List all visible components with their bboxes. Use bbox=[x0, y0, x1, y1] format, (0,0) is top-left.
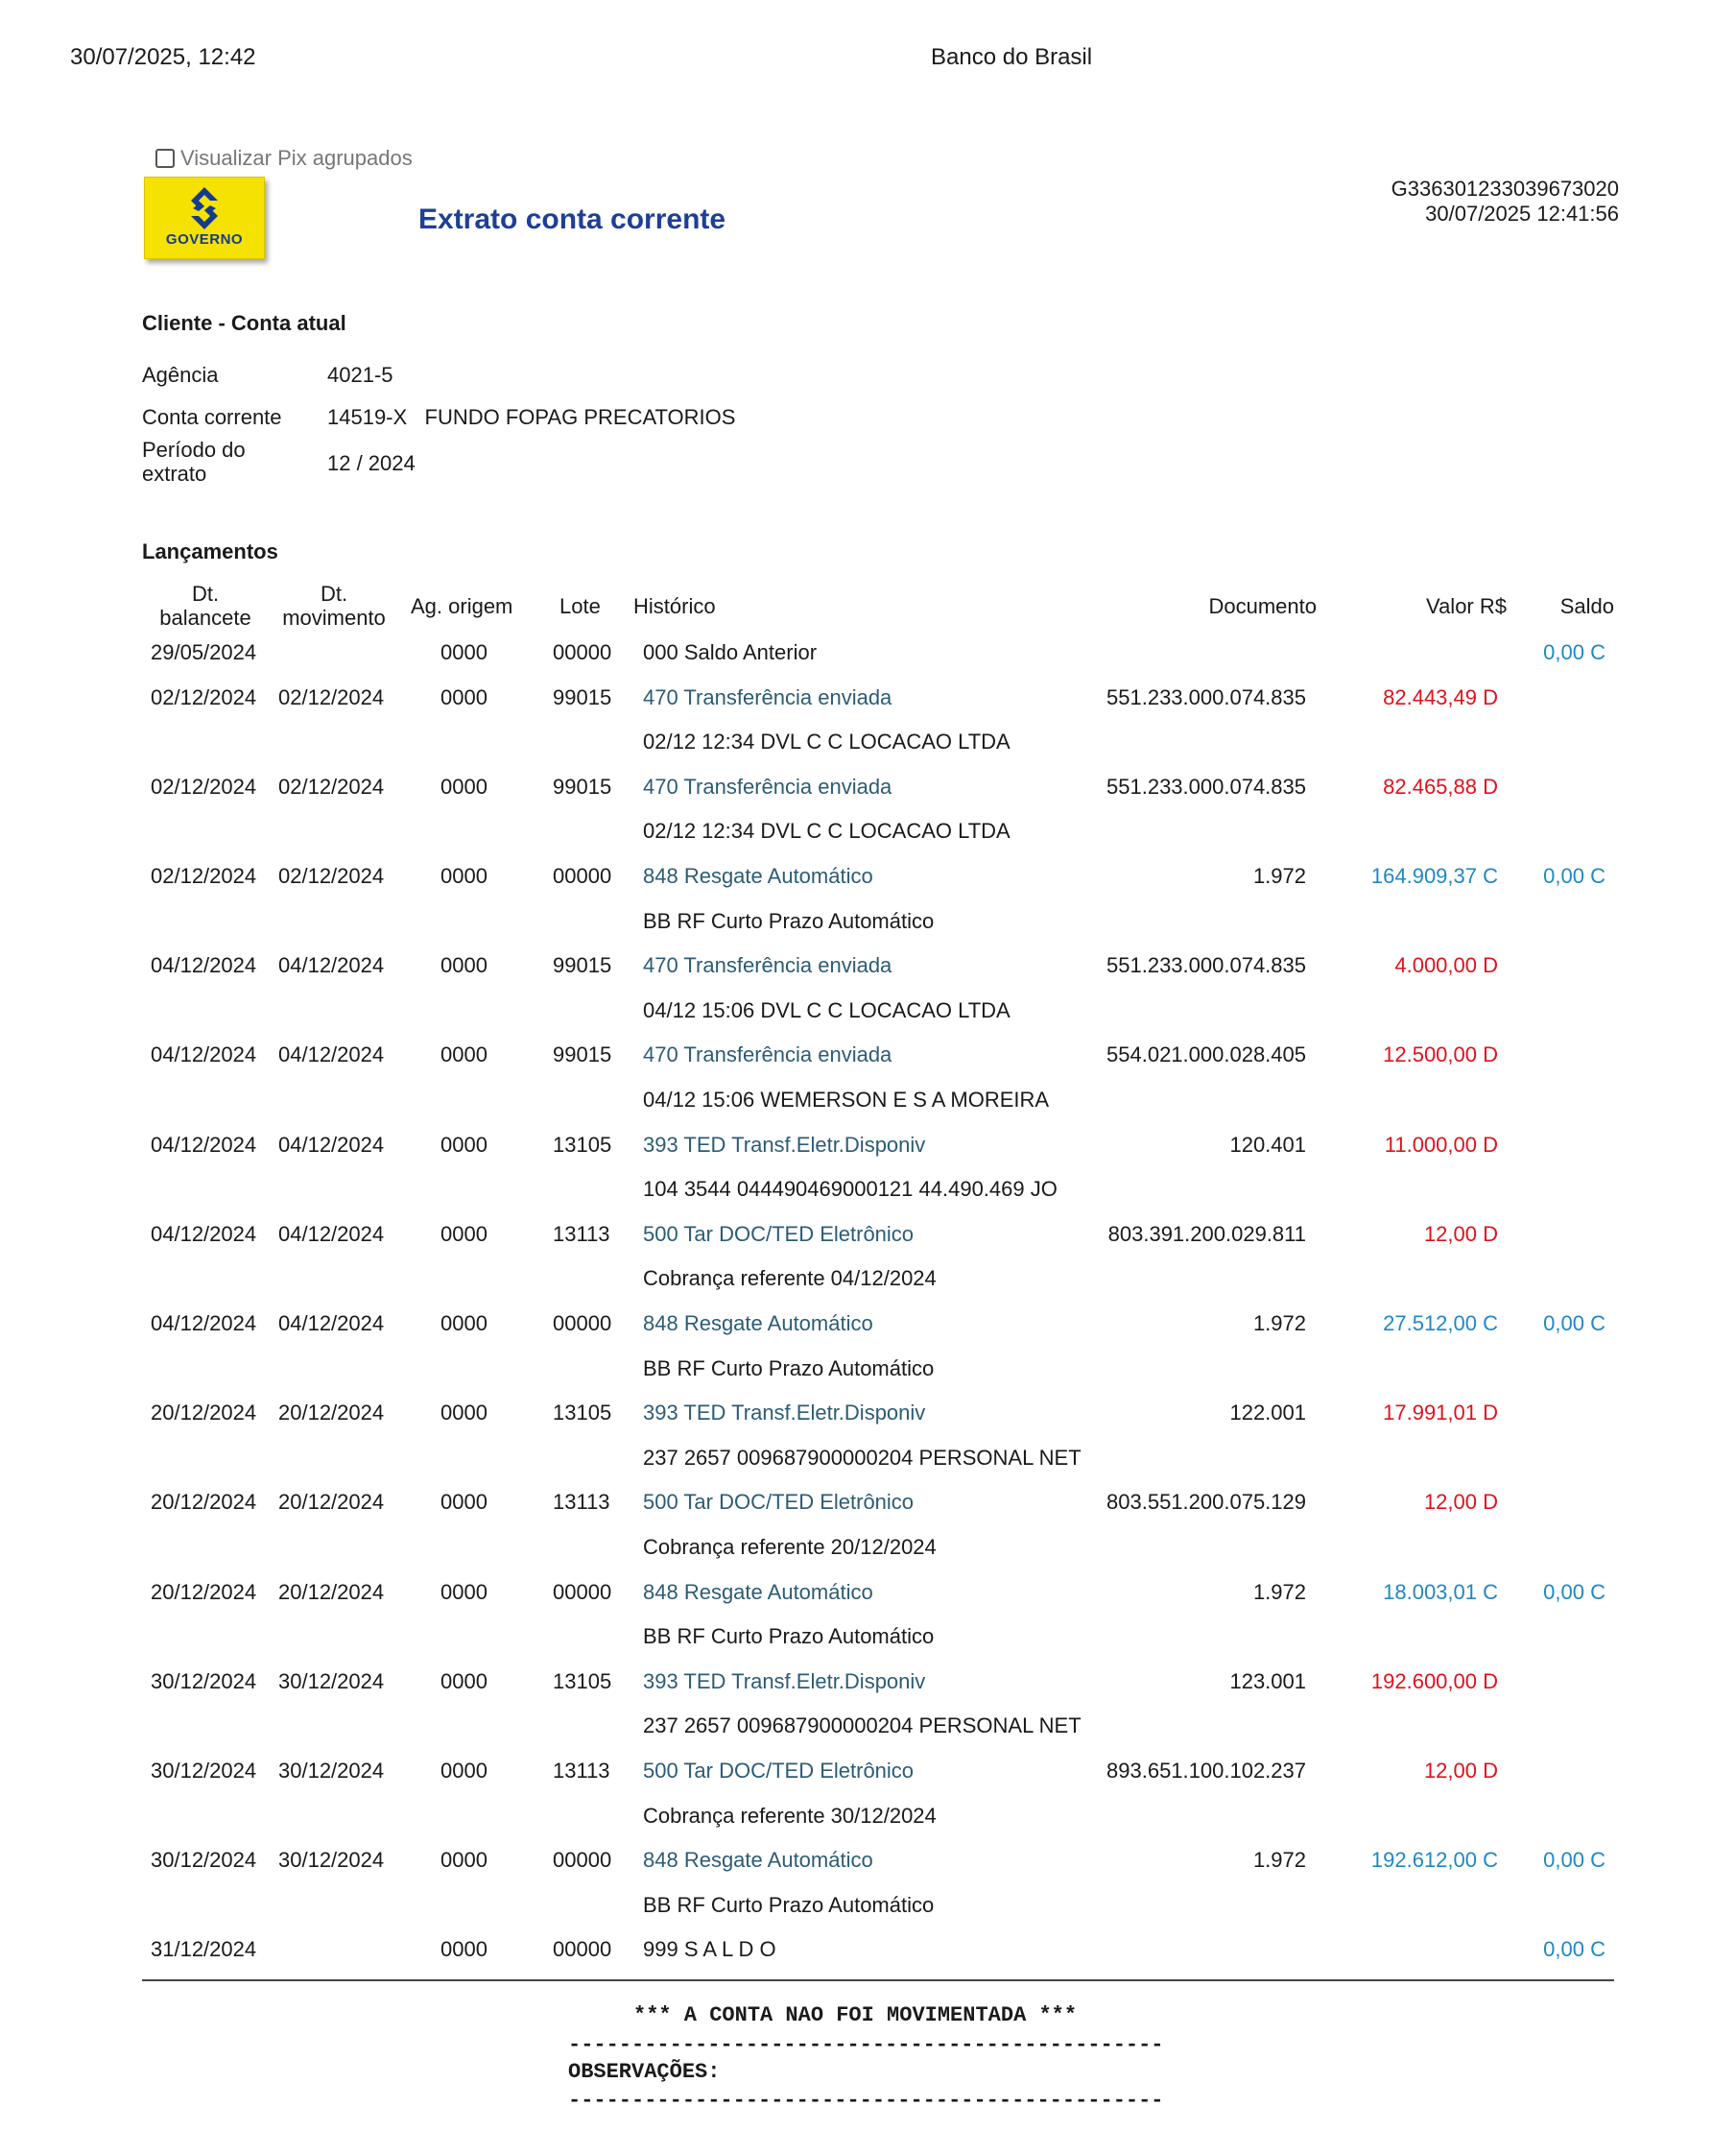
detail-text: 02/12 12:34 DVL C C LOCACAO LTDA bbox=[643, 819, 1011, 843]
ag-origem-cell: 0000 bbox=[440, 1669, 488, 1693]
transaction-row bbox=[0, 953, 1736, 986]
dt-movimento-cell: 02/12/2024 bbox=[278, 864, 385, 888]
transaction-row bbox=[0, 1580, 1736, 1613]
lote-cell: 00000 bbox=[553, 1937, 612, 1961]
col-header-documento: Documento bbox=[1208, 594, 1317, 618]
ag-origem-cell: 0000 bbox=[440, 1311, 488, 1335]
documento-cell: 551.233.000.074.835 bbox=[1106, 775, 1306, 799]
dt-balancete-cell: 20/12/2024 bbox=[151, 1580, 257, 1604]
no-movement-notice: *** A CONTA NAO FOI MOVIMENTADA *** bbox=[633, 2003, 1078, 2027]
historico-cell[interactable]: 470 Transferência enviada bbox=[643, 953, 892, 977]
ag-origem-cell: 0000 bbox=[440, 1848, 488, 1872]
document-code: G336301233039673020 bbox=[1391, 177, 1619, 201]
transaction-row bbox=[0, 1848, 1736, 1880]
detail-text: Cobrança referente 20/12/2024 bbox=[643, 1535, 937, 1559]
ag-origem-cell: 0000 bbox=[440, 640, 488, 664]
periodo-value: 12 / 2024 bbox=[327, 451, 416, 475]
lote-cell: 13105 bbox=[553, 1133, 612, 1157]
transaction-row bbox=[0, 1490, 1736, 1522]
col-header-valor: Valor R$ bbox=[1426, 594, 1507, 618]
documento-cell: 120.401 bbox=[1229, 1133, 1306, 1157]
documento-cell: 1.972 bbox=[1252, 1580, 1306, 1604]
documento-cell: 551.233.000.074.835 bbox=[1106, 685, 1306, 709]
pix-grouped-label: Visualizar Pix agrupados bbox=[180, 146, 413, 170]
dt-movimento-cell: 04/12/2024 bbox=[278, 1222, 385, 1246]
observacoes-label: OBSERVAÇÕES: bbox=[568, 2060, 721, 2084]
ag-origem-cell: 0000 bbox=[440, 1937, 488, 1961]
transaction-detail-row bbox=[0, 909, 1736, 942]
logo-governo-text: GOVERNO bbox=[165, 231, 244, 248]
valor-cell: 192.600,00 D bbox=[1370, 1669, 1498, 1693]
documento-cell: 1.972 bbox=[1252, 1311, 1306, 1335]
valor-cell: 82.443,49 D bbox=[1383, 685, 1498, 709]
valor-cell: 18.003,01 C bbox=[1383, 1580, 1498, 1604]
dt-movimento-cell: 20/12/2024 bbox=[278, 1490, 385, 1514]
documento-cell: 122.001 bbox=[1229, 1401, 1306, 1425]
dt-movimento-cell: 04/12/2024 bbox=[278, 953, 385, 977]
ag-origem-cell: 0000 bbox=[440, 864, 488, 888]
valor-cell: 17.991,01 D bbox=[1383, 1401, 1498, 1425]
documento-cell: 803.551.200.075.129 bbox=[1106, 1490, 1306, 1514]
detail-text: 04/12 15:06 DVL C C LOCACAO LTDA bbox=[643, 998, 1011, 1022]
detail-text: BB RF Curto Prazo Automático bbox=[643, 1624, 935, 1648]
transaction-detail-row bbox=[0, 1446, 1736, 1478]
ag-origem-cell: 0000 bbox=[440, 685, 488, 709]
historico-cell[interactable]: 848 Resgate Automático bbox=[643, 1580, 873, 1604]
dt-movimento-cell: 30/12/2024 bbox=[278, 1669, 385, 1693]
transaction-detail-row bbox=[0, 1535, 1736, 1568]
transaction-detail-row bbox=[0, 1713, 1736, 1746]
lote-cell: 00000 bbox=[553, 640, 612, 664]
ag-origem-cell: 0000 bbox=[440, 953, 488, 977]
lote-cell: 99015 bbox=[553, 775, 612, 799]
transaction-row bbox=[0, 1937, 1736, 1970]
detail-text: 237 2657 009687900000204 PERSONAL NET bbox=[643, 1446, 1082, 1470]
transaction-row bbox=[0, 1042, 1736, 1075]
lote-cell: 00000 bbox=[553, 1580, 612, 1604]
ag-origem-cell: 0000 bbox=[440, 1759, 488, 1783]
documento-cell: 123.001 bbox=[1229, 1669, 1306, 1693]
valor-cell: 12,00 D bbox=[1423, 1759, 1498, 1783]
documento-cell: 1.972 bbox=[1252, 1848, 1306, 1872]
dt-movimento-cell: 02/12/2024 bbox=[278, 685, 385, 709]
dt-balancete-cell: 30/12/2024 bbox=[151, 1848, 257, 1872]
periodo-label bbox=[142, 438, 246, 486]
transaction-row bbox=[0, 685, 1736, 718]
lancamentos-section-title: Lançamentos bbox=[142, 539, 278, 563]
valor-cell: 4.000,00 D bbox=[1394, 953, 1498, 977]
transaction-detail-row bbox=[0, 730, 1736, 762]
valor-cell: 12.500,00 D bbox=[1383, 1042, 1498, 1066]
detail-text: Cobrança referente 30/12/2024 bbox=[643, 1804, 937, 1828]
dt-balancete-cell: 30/12/2024 bbox=[151, 1669, 257, 1693]
dt-balancete-cell: 02/12/2024 bbox=[151, 864, 257, 888]
conta-value: 14519-X FUNDO FOPAG PRECATORIOS bbox=[327, 405, 736, 429]
transaction-detail-row bbox=[0, 1266, 1736, 1299]
transaction-detail-row bbox=[0, 1893, 1736, 1926]
transaction-detail-row bbox=[0, 998, 1736, 1031]
saldo-cell: 0,00 C bbox=[1543, 640, 1605, 664]
transaction-row bbox=[0, 1401, 1736, 1433]
saldo-cell: 0,00 C bbox=[1543, 1937, 1605, 1961]
dt-movimento-cell: 04/12/2024 bbox=[278, 1042, 385, 1066]
lote-cell: 13113 bbox=[553, 1490, 610, 1514]
dt-balancete-cell: 04/12/2024 bbox=[151, 1311, 257, 1335]
page-title: Extrato conta corrente bbox=[418, 204, 726, 235]
document-code-block bbox=[1391, 177, 1619, 227]
historico-cell[interactable]: 500 Tar DOC/TED Eletrônico bbox=[643, 1490, 915, 1514]
lote-cell: 13113 bbox=[553, 1759, 610, 1783]
detail-text: 104 3544 044490469000121 44.490.469 JO bbox=[643, 1177, 1058, 1201]
historico-cell: 999 S A L D O bbox=[643, 1937, 776, 1961]
historico-cell[interactable]: 393 TED Transf.Eletr.Disponiv bbox=[643, 1669, 926, 1693]
historico-cell: 000 Saldo Anterior bbox=[643, 640, 818, 664]
transaction-row bbox=[0, 775, 1736, 807]
historico-cell[interactable]: 848 Resgate Automático bbox=[643, 1848, 873, 1872]
valor-cell: 82.465,88 D bbox=[1383, 775, 1498, 799]
transaction-row bbox=[0, 1311, 1736, 1344]
periodo-label-line2: extrato bbox=[142, 462, 207, 486]
saldo-cell: 0,00 C bbox=[1543, 1580, 1605, 1604]
dt-balancete-cell: 02/12/2024 bbox=[151, 685, 257, 709]
document-datetime: 30/07/2025 12:41:56 bbox=[1425, 202, 1619, 226]
dt-balancete-cell: 04/12/2024 bbox=[151, 1222, 257, 1246]
historico-cell[interactable]: 500 Tar DOC/TED Eletrônico bbox=[643, 1759, 915, 1783]
client-section-title: Cliente - Conta atual bbox=[142, 311, 346, 335]
dt-balancete-cell: 02/12/2024 bbox=[151, 775, 257, 799]
lote-cell: 00000 bbox=[553, 1848, 612, 1872]
documento-cell: 1.972 bbox=[1252, 864, 1306, 888]
valor-cell: 12,00 D bbox=[1423, 1490, 1498, 1514]
detail-text: Cobrança referente 04/12/2024 bbox=[643, 1266, 937, 1290]
pix-grouped-toggle[interactable] bbox=[155, 146, 413, 171]
transaction-detail-row bbox=[0, 1624, 1736, 1657]
col-header-historico: Histórico bbox=[633, 594, 716, 618]
ag-origem-cell: 0000 bbox=[440, 1490, 488, 1514]
lote-cell: 99015 bbox=[553, 685, 612, 709]
ag-origem-cell: 0000 bbox=[440, 1222, 488, 1246]
detail-text: BB RF Curto Prazo Automático bbox=[643, 909, 935, 933]
dt-balancete-cell: 30/12/2024 bbox=[151, 1759, 257, 1783]
dashed-separator-2: ----------------------------------------------- bbox=[568, 2089, 1164, 2113]
detail-text: BB RF Curto Prazo Automático bbox=[643, 1893, 935, 1917]
lote-cell: 00000 bbox=[553, 1311, 612, 1335]
dt-movimento-cell: 20/12/2024 bbox=[278, 1401, 385, 1425]
historico-cell[interactable]: 470 Transferência enviada bbox=[643, 1042, 892, 1066]
dt-movimento-cell: 20/12/2024 bbox=[278, 1580, 385, 1604]
col-header-dt-balancete: Dt. balancete bbox=[159, 582, 251, 630]
lote-cell: 13105 bbox=[553, 1401, 612, 1425]
detail-text: 04/12 15:06 WEMERSON E S A MOREIRA bbox=[643, 1088, 1050, 1112]
dt-balancete-cell: 20/12/2024 bbox=[151, 1490, 257, 1514]
ag-origem-cell: 0000 bbox=[440, 1580, 488, 1604]
valor-cell: 164.909,37 C bbox=[1370, 864, 1498, 888]
historico-cell[interactable]: 848 Resgate Automático bbox=[643, 864, 873, 888]
transaction-detail-row bbox=[0, 1804, 1736, 1836]
col-header-saldo: Saldo bbox=[1559, 594, 1614, 618]
agencia-label: Agência bbox=[142, 363, 219, 387]
transaction-detail-row bbox=[0, 1356, 1736, 1389]
dt-balancete-cell: 04/12/2024 bbox=[151, 1042, 257, 1066]
valor-cell: 12,00 D bbox=[1423, 1222, 1498, 1246]
transaction-row bbox=[0, 1222, 1736, 1255]
lote-cell: 99015 bbox=[553, 1042, 612, 1066]
dt-balancete-cell: 31/12/2024 bbox=[151, 1937, 257, 1961]
documento-cell: 803.391.200.029.811 bbox=[1107, 1222, 1306, 1246]
dashed-separator-1: ----------------------------------------------- bbox=[568, 2033, 1164, 2057]
transaction-row bbox=[0, 1759, 1736, 1791]
ag-origem-cell: 0000 bbox=[440, 775, 488, 799]
lote-cell: 99015 bbox=[553, 953, 612, 977]
historico-cell[interactable]: 393 TED Transf.Eletr.Disponiv bbox=[643, 1401, 926, 1425]
transaction-row bbox=[0, 1669, 1736, 1702]
dt-balancete-cell: 04/12/2024 bbox=[151, 953, 257, 977]
dt-movimento-cell: 04/12/2024 bbox=[278, 1311, 385, 1335]
transaction-detail-row bbox=[0, 819, 1736, 851]
bb-governo-logo bbox=[144, 177, 265, 259]
historico-cell[interactable]: 500 Tar DOC/TED Eletrônico bbox=[643, 1222, 915, 1246]
dt-movimento-cell: 04/12/2024 bbox=[278, 1133, 385, 1157]
ag-origem-cell: 0000 bbox=[440, 1133, 488, 1157]
dt-balancete-cell: 20/12/2024 bbox=[151, 1401, 257, 1425]
transaction-detail-row bbox=[0, 1177, 1736, 1209]
detail-text: 02/12 12:34 DVL C C LOCACAO LTDA bbox=[643, 730, 1011, 754]
print-datetime: 30/07/2025, 12:42 bbox=[70, 44, 256, 70]
saldo-cell: 0,00 C bbox=[1543, 864, 1605, 888]
checkbox-icon[interactable] bbox=[155, 149, 175, 168]
historico-cell[interactable]: 848 Resgate Automático bbox=[643, 1311, 873, 1335]
dt-movimento-cell: 30/12/2024 bbox=[278, 1759, 385, 1783]
ag-origem-cell: 0000 bbox=[440, 1401, 488, 1425]
saldo-cell: 0,00 C bbox=[1543, 1848, 1605, 1872]
saldo-cell: 0,00 C bbox=[1543, 1311, 1605, 1335]
detail-text: 237 2657 009687900000204 PERSONAL NET bbox=[643, 1713, 1082, 1737]
col-header-dt-movimento: Dt. movimento bbox=[282, 582, 386, 630]
valor-cell: 11.000,00 D bbox=[1384, 1133, 1498, 1157]
lote-cell: 13105 bbox=[553, 1669, 612, 1693]
transaction-detail-row bbox=[0, 1088, 1736, 1120]
col-header-ag-origem: Ag. origem bbox=[411, 594, 513, 618]
periodo-label-line1: Período do bbox=[142, 438, 246, 462]
table-divider bbox=[142, 1979, 1614, 1981]
ag-origem-cell: 0000 bbox=[440, 1042, 488, 1066]
print-site-title: Banco do Brasil bbox=[931, 44, 1093, 70]
dt-movimento-cell: 02/12/2024 bbox=[278, 775, 385, 799]
bb-logo-icon bbox=[179, 185, 229, 231]
documento-cell: 551.233.000.074.835 bbox=[1106, 953, 1306, 977]
historico-cell[interactable]: 470 Transferência enviada bbox=[643, 685, 892, 709]
transaction-row bbox=[0, 1133, 1736, 1165]
lote-cell: 00000 bbox=[553, 864, 612, 888]
agencia-value: 4021-5 bbox=[327, 363, 393, 387]
historico-cell[interactable]: 470 Transferência enviada bbox=[643, 775, 892, 799]
valor-cell: 27.512,00 C bbox=[1383, 1311, 1498, 1335]
transaction-row bbox=[0, 864, 1736, 897]
historico-cell[interactable]: 393 TED Transf.Eletr.Disponiv bbox=[643, 1133, 926, 1157]
lote-cell: 13113 bbox=[553, 1222, 610, 1246]
detail-text: BB RF Curto Prazo Automático bbox=[643, 1356, 935, 1380]
dt-balancete-cell: 29/05/2024 bbox=[151, 640, 257, 664]
transaction-row bbox=[0, 640, 1736, 673]
documento-cell: 554.021.000.028.405 bbox=[1106, 1042, 1306, 1066]
col-header-lote: Lote bbox=[559, 594, 601, 618]
valor-cell: 192.612,00 C bbox=[1370, 1848, 1498, 1872]
documento-cell: 893.651.100.102.237 bbox=[1106, 1759, 1306, 1783]
conta-label: Conta corrente bbox=[142, 405, 282, 429]
dt-movimento-cell: 30/12/2024 bbox=[278, 1848, 385, 1872]
dt-balancete-cell: 04/12/2024 bbox=[151, 1133, 257, 1157]
